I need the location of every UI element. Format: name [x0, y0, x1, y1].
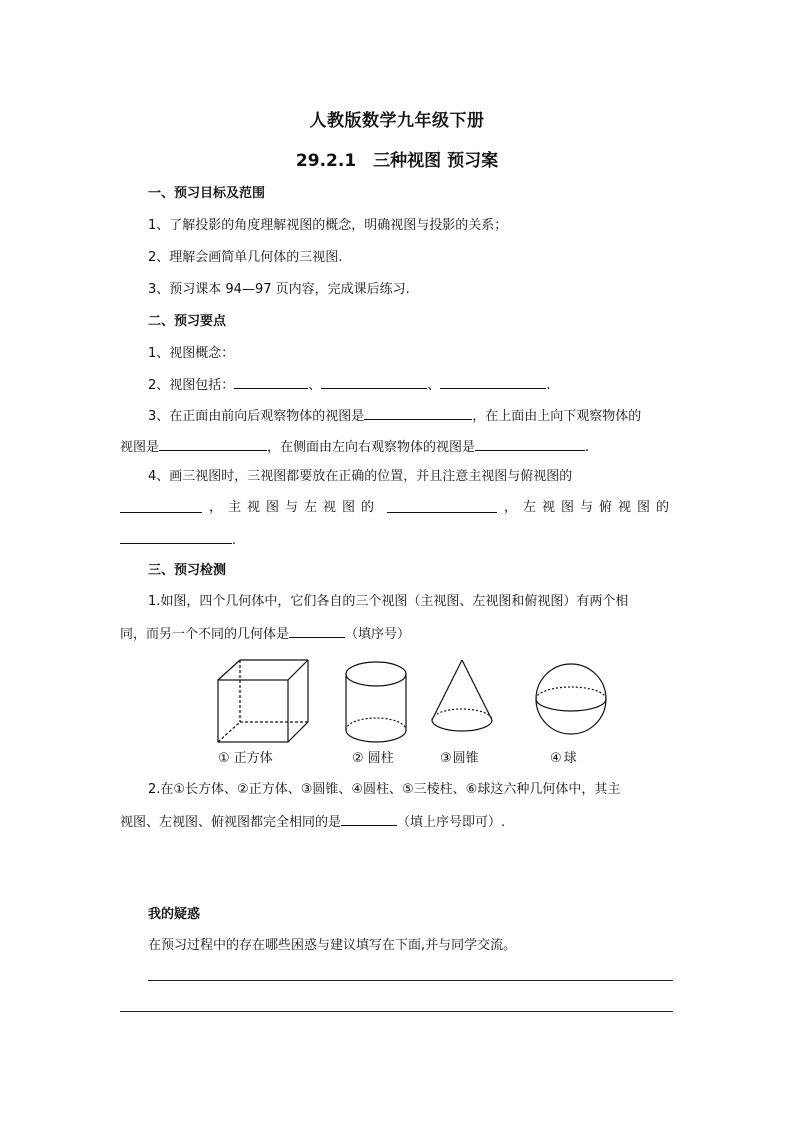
section1-item-2: 2、理解会画简单几何体的三视图.: [148, 250, 343, 265]
main-left-relation-blank[interactable]: [387, 498, 497, 513]
figure-label-4: ④ 球: [550, 751, 577, 766]
section1-item-1: 1、了解投影的角度理解视图的概念，明确视图与投影的关系；: [148, 218, 508, 233]
item4-part2: ，主视图与左视图的: [208, 500, 380, 515]
top-view-blank[interactable]: [159, 436, 267, 451]
item2-prefix: 2、视图包括：: [148, 378, 235, 393]
section2-item-4-line2: [120, 498, 675, 518]
item2-end: .: [546, 378, 551, 393]
document-title: 人教版数学九年级下册: [309, 111, 485, 131]
q1-prefix: 同，而另一个不同的几何体是: [120, 627, 290, 642]
cylinder-figure: [346, 662, 406, 742]
doubts-text: 在预习过程中的存在哪些困惑与建议填写在下面,并与同学交流。: [148, 938, 517, 953]
item3-part2: ，在上面由上向下观察物体的: [472, 409, 642, 424]
section2-item-1: 1、视图概念：: [148, 346, 235, 361]
section1-heading: 一、预习目标及范围: [148, 186, 266, 201]
front-view-blank[interactable]: [364, 405, 472, 420]
section2-item-3-line2: [120, 436, 589, 458]
q2-answer-blank[interactable]: [341, 811, 397, 826]
q1-answer-blank[interactable]: [289, 623, 345, 638]
item3-end: .: [585, 440, 590, 455]
item2-sep-2: 、: [427, 378, 441, 393]
q2-suffix: （填上序号即可）.: [397, 815, 506, 830]
figure-label-2: ② 圆柱: [352, 751, 394, 766]
document-subtitle: 29.2.1 三种视图 预习案: [295, 151, 499, 171]
views-blank-1[interactable]: [234, 374, 308, 389]
geometry-figures: [200, 652, 640, 772]
item4-end: .: [232, 533, 237, 548]
section2-item-2: [148, 374, 550, 396]
main-top-relation-blank[interactable]: [120, 498, 202, 513]
question1-line1: 1.如图，四个几何体中，它们各自的三个视图（主视图、左视图和俯视图）有两个相: [148, 594, 629, 609]
section2-heading: 二、预习要点: [148, 314, 227, 329]
item3-part4: ，在侧面由左向右观察物体的视图是: [267, 440, 476, 455]
figure-label-3: ③圆锥: [440, 751, 479, 766]
section1-item-3: 3、预习课本 94—97 页内容，完成课后练习.: [148, 282, 410, 297]
item2-sep-1: 、: [308, 378, 322, 393]
answer-line-1[interactable]: [148, 980, 673, 981]
figure-label-1: ① 正方体: [218, 751, 273, 766]
section2-item-3-line1: [148, 405, 641, 427]
question2-line1: 2.在①长方体、②正方体、③圆锥、④圆柱、⑤三棱柱、⑥球这六种几何体中，其主: [148, 782, 621, 797]
item4-part3: ，左视图与俯视图的: [503, 500, 675, 515]
views-blank-3[interactable]: [440, 374, 546, 389]
left-top-relation-blank[interactable]: [120, 529, 232, 544]
cone-figure: [432, 660, 492, 731]
views-blank-2[interactable]: [321, 374, 427, 389]
answer-line-2[interactable]: [120, 1011, 673, 1012]
question2-line2: [120, 811, 505, 833]
sphere-figure: [536, 664, 606, 734]
item3-part1: 3、在正面由前向后观察物体的视图是: [148, 409, 365, 424]
q1-suffix: （填序号）: [345, 627, 411, 642]
left-view-blank[interactable]: [475, 436, 585, 451]
section2-item-4-line3: [120, 529, 236, 551]
item3-part3: 视图是: [120, 440, 160, 455]
section2-item-4-line1: 4、画三视图时，三视图都要放在正确的位置，并且注意主视图与俯视图的: [148, 469, 573, 484]
doubts-heading: 我的疑惑: [148, 907, 201, 922]
cube-figure: [218, 660, 308, 742]
section3-heading: 三、预习检测: [148, 563, 227, 578]
question1-line2: [120, 623, 410, 645]
q2-prefix: 视图、左视图、俯视图都完全相同的是: [120, 815, 342, 830]
